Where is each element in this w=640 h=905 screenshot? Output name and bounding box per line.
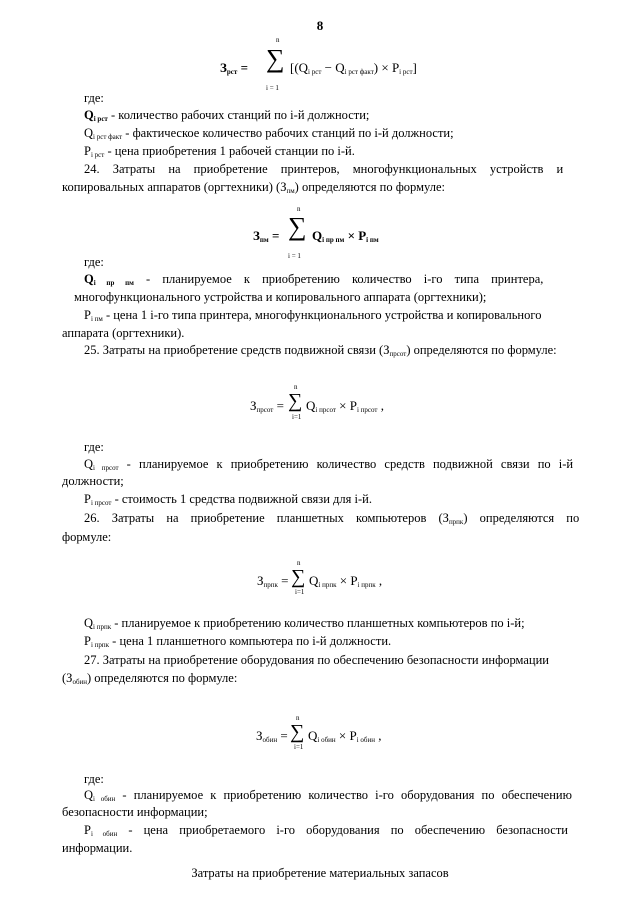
def-p-obin: $P_{i обин}$ - цена приобретаемого i-го оборудования по обеспечению безопасности [84, 823, 568, 838]
def-q-prsot-cont: должности; [62, 474, 124, 488]
para-26: 26. Затраты на приобретение планшетных компьютеров $(З_{прпк})$ определяются по [84, 511, 580, 526]
where-label: где: [84, 255, 104, 269]
para-24-line2: копировальных аппаратов (оргтехники) $(З_{пм})$ определяются по формуле: [62, 180, 445, 195]
def-p-prsot: $P_{i прсот}$ - стоимость 1 средства подвижной связи для i-й. [84, 492, 372, 507]
def-p-rst: $P_{i рст}$ - цена приобретения 1 рабочей станции по i-й. [84, 144, 355, 159]
def-q-obin: $Q_{i обин}$ - планируемое к приобретению количество i-го оборудования по обеспечению [84, 788, 572, 803]
para-27-line1: 27. Затраты на приобретение оборудования по обеспечению безопасности информации [84, 653, 549, 667]
def-q-pm: $Q_{i пр пм}$ - планируемое к приобретению количество i-го типа принтера, [84, 272, 544, 287]
def-q-obin-cont: безопасности информации; [62, 805, 208, 819]
para-24-line1: 24. Затраты на приобретение принтеров, многофункциональных устройств и [84, 162, 564, 176]
para-25: 25. Затраты на приобретение средств подвижной связи $(З_{прсот})$ определяются по формуле: [84, 343, 557, 358]
para-27-line2: $(З_{обин})$ определяются по формуле: [62, 671, 238, 686]
def-q-prsot: $Q_{i прсот}$ - планируемое к приобретению количество средств подвижной связи по i-й [84, 457, 574, 472]
para-26-cont: формуле: [62, 530, 112, 544]
section-title: Затраты на приобретение материальных запасов [191, 866, 449, 880]
def-p-pm-cont: аппарата (оргтехники). [62, 326, 185, 340]
def-q-prpk: $Q_{i прпк}$ - планируемое к приобретению количество планшетных компьютеров по i-й; [84, 616, 525, 631]
def-q-rst: $Q_{i рст}$ - количество рабочих станций по i-й должности; [84, 108, 370, 123]
def-p-prpk: $P_{i прпк}$ - цена 1 планшетного компьютера по i-й должности. [84, 634, 392, 649]
def-q-rst-fact: $Q_{i рст факт}$ - фактическое количество рабочих станций по i-й должности; [84, 126, 454, 141]
where-label: где: [84, 440, 104, 454]
def-q-pm-cont: многофункционального устройства и копировального аппарата (оргтехники); [74, 290, 487, 304]
page-number: 8 [316, 18, 324, 33]
where-label: где: [84, 91, 104, 105]
where-label: где: [84, 772, 104, 786]
def-p-pm: $P_{i пм}$ - цена 1 i-го типа принтера, многофункционального устройства и копировального [84, 308, 542, 323]
def-p-obin-cont: информации. [62, 841, 133, 855]
